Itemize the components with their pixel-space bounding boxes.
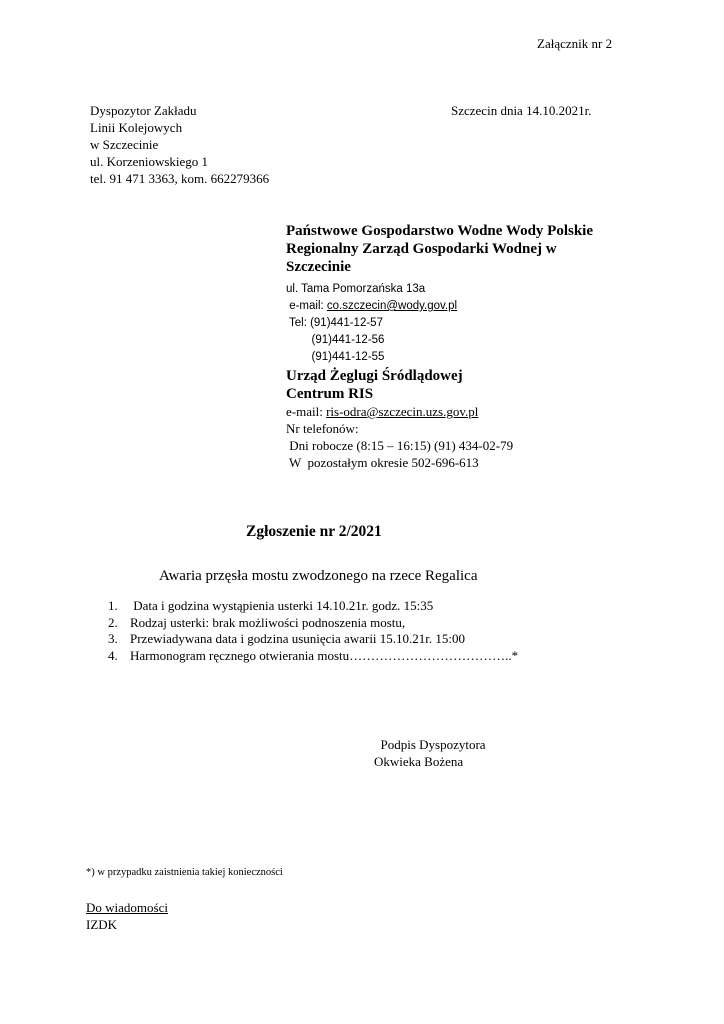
uzs-phone: Dni robocze (8:15 – 16:15) (91) 434-02-79 <box>286 438 514 453</box>
list-item-number: 1. <box>108 598 118 613</box>
recipient-name-line: Regionalny Zarząd Gospodarki Wodnej w <box>286 241 557 257</box>
list-item <box>108 648 518 665</box>
uzs-email-row <box>286 404 513 421</box>
recipient-name-line: Centrum RIS <box>286 386 374 402</box>
footnote: *) w przypadku zaistnienia takiej konieczności <box>86 867 283 878</box>
pgw-email-link[interactable]: co.szczecin@wody.gov.pl <box>326 300 458 312</box>
list-item-number: 3. <box>108 631 118 646</box>
sender-line: w Szczecinie <box>90 137 159 152</box>
recipient-uzs-name <box>286 367 463 403</box>
report-subject: Awaria przęsła mostu zwodzonego na rzece Regalica <box>159 568 478 584</box>
signature-block <box>374 737 486 771</box>
signature-label: Podpis Dyspozytora <box>374 737 486 752</box>
sender-line: Dyspozytor Zakładu <box>90 103 197 118</box>
place-date: Szczecin dnia 14.10.2021r. <box>451 103 592 118</box>
uzs-phone-label: Nr telefonów: <box>286 421 359 436</box>
recipient-uzs-contact <box>286 404 513 472</box>
uzs-email-link[interactable]: ris-odra@szczecin.uzs.gov.pl <box>326 404 479 419</box>
uzs-phone: W pozostałym okresie 502-696-613 <box>286 455 479 470</box>
list-item-text: Przewiadywana data i godzina usunięcia awarii 15.10.21r. 15:00 <box>130 631 466 646</box>
sender-line: Linii Kolejowych <box>90 120 183 135</box>
recipient-name-line: Szczecinie <box>286 259 351 275</box>
pgw-email-row <box>286 298 457 315</box>
report-items-list <box>108 598 518 664</box>
list-item <box>108 631 518 648</box>
recipient-name-line: Urząd Żeglugi Śródlądowej <box>286 368 463 384</box>
sender-line: ul. Korzeniowskiego 1 <box>90 154 209 169</box>
pgw-email-label: e-mail: <box>286 300 327 312</box>
list-item-text: Harmonogram ręcznego otwierania mostu………………………………..* <box>130 647 519 663</box>
distribution-recipient: IZDK <box>86 917 118 932</box>
distribution-label: Do wiadomości <box>86 900 168 915</box>
distribution-block <box>86 900 168 934</box>
list-item <box>108 598 518 615</box>
list-item <box>108 615 518 632</box>
pgw-phone: (91)441-12-55 <box>286 351 385 363</box>
list-item-number: 2. <box>108 614 118 630</box>
list-item-text: Rodzaj usterki: brak możliwości podnoszenia mostu, <box>130 614 406 630</box>
list-item-text: Data i godzina wystąpienia usterki 14.10.21r. godz. 15:35 <box>130 598 434 613</box>
pgw-phone: (91)441-12-56 <box>286 334 385 346</box>
report-title: Zgłoszenie nr 2/2021 <box>246 523 382 540</box>
pgw-phone: Tel: (91)441-12-57 <box>286 317 383 329</box>
recipient-pgw-contact <box>286 281 457 366</box>
recipient-name-line: Państwowe Gospodarstwo Wodne Wody Polskie <box>286 223 593 239</box>
list-item-number: 4. <box>108 647 118 663</box>
uzs-email-label: e-mail: <box>286 404 327 419</box>
pgw-address: ul. Tama Pomorzańska 13a <box>286 283 426 295</box>
signature-name: Okwieka Bożena <box>374 754 464 769</box>
sender-block <box>90 103 269 188</box>
attachment-label: Załącznik nr 2 <box>537 36 613 51</box>
recipient-pgw-name <box>286 222 593 276</box>
sender-line: tel. 91 471 3363, kom. 662279366 <box>90 171 270 186</box>
